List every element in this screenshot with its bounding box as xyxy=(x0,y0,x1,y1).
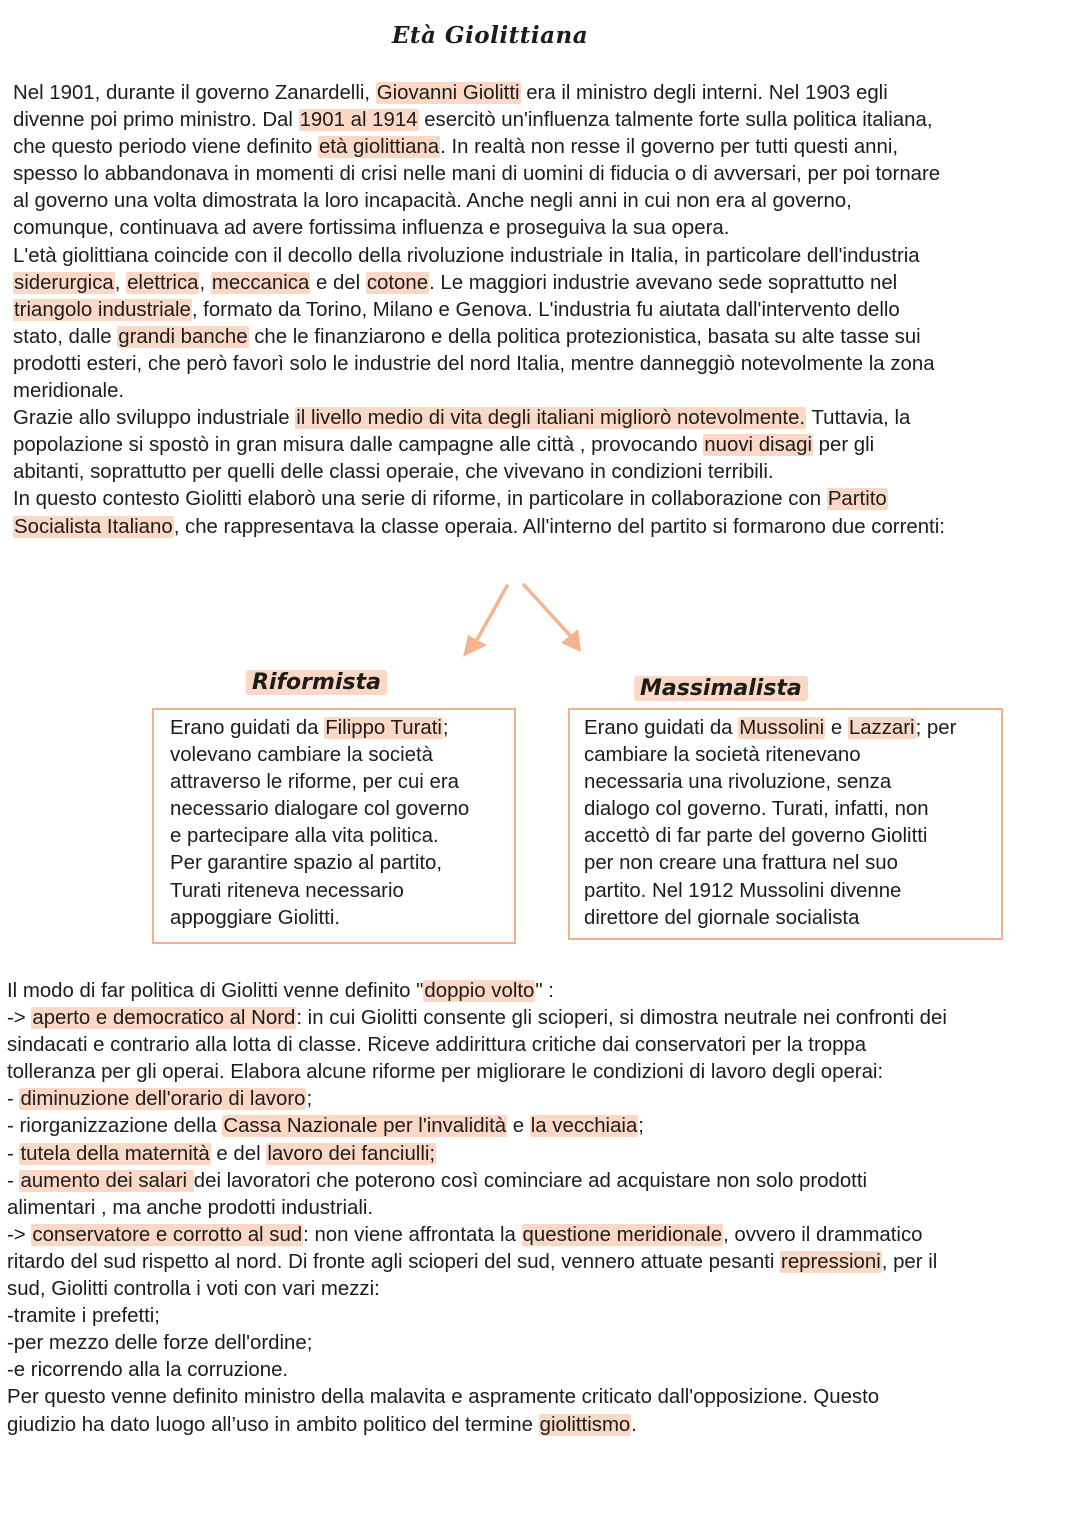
text-line xyxy=(7,1141,1075,1168)
text-segment: ritardo del sud rispetto al nord. Di fronte agli scioperi del sud, vennero attuate pesanti xyxy=(7,1250,781,1273)
text-segment: per non creare una frattura nel suo xyxy=(584,852,898,875)
text-segment: ; xyxy=(306,1088,313,1111)
text-segment: - xyxy=(7,1169,20,1192)
text-segment: e xyxy=(825,717,848,739)
text-line xyxy=(170,742,514,769)
text-segment: e partecipare alla vita politica. xyxy=(170,825,439,848)
text-line xyxy=(170,878,514,905)
highlighted-text: cotone xyxy=(366,271,429,294)
text-segment: Il modo di far politica di Giolitti venne definito " xyxy=(7,980,424,1002)
highlighted-text: Filippo Turati xyxy=(325,717,442,739)
text-segment: abitanti, soprattutto per quelli delle classi operaie, che vivevano in condizioni terribili. xyxy=(13,461,774,484)
text-line xyxy=(13,432,1073,459)
text-segment: prodotti esteri, che però favorì solo le industrie del nord Italia, mentre danneggiò notevolmente la zona xyxy=(13,352,935,375)
text-segment: - xyxy=(7,1088,20,1111)
text-segment: -per mezzo delle forze dell'ordine; xyxy=(7,1332,313,1355)
text-line xyxy=(13,405,1073,432)
text-line xyxy=(7,1357,1075,1384)
text-segment: , per il xyxy=(881,1250,938,1273)
text-segment: , xyxy=(199,271,211,294)
highlighted-text: Socialista Italiano xyxy=(14,515,173,538)
text-line xyxy=(584,796,1001,823)
text-segment: direttore del giornale socialista xyxy=(584,906,860,929)
text-line xyxy=(13,514,1073,541)
highlighted-text: siderurgica xyxy=(14,271,114,294)
text-segment: meridionale. xyxy=(13,380,125,403)
highlighted-text: Cassa Nazionale per l'invalidità xyxy=(223,1115,507,1138)
doppio-volto-section xyxy=(7,978,1075,1439)
text-segment: spesso lo abbandonava in momenti di crisi nelle mani di uomini di fiducia o di avversari, per poi tornare xyxy=(13,163,941,186)
text-line xyxy=(170,823,514,850)
text-segment: sud, Giolitti controlla i voti con vari mezzi: xyxy=(7,1278,380,1301)
text-segment: Erano guidati da xyxy=(170,717,325,739)
text-segment: accettò di far parte del governo Giolitti xyxy=(584,825,928,848)
branch-arrows-icon xyxy=(440,575,600,665)
text-segment: era il ministro degli interni. Nel 1903 egli xyxy=(520,82,888,104)
text-segment: ; per xyxy=(915,717,957,739)
text-line xyxy=(584,769,1001,796)
text-segment: alimentari , ma anche prodotti industriali. xyxy=(7,1196,374,1219)
text-segment: Turati riteneva necessario xyxy=(170,879,404,902)
text-line xyxy=(584,715,1001,742)
text-segment: e del xyxy=(310,271,366,294)
text-line xyxy=(170,769,514,796)
text-line xyxy=(170,850,514,877)
text-segment: -> xyxy=(7,1007,32,1030)
text-segment: attraverso le riforme, per cui era xyxy=(170,771,459,794)
text-segment: -> xyxy=(7,1223,32,1246)
text-segment: divenne poi primo ministro. Dal xyxy=(13,109,299,132)
text-line xyxy=(584,742,1001,769)
text-line xyxy=(7,978,1075,1005)
text-segment: e del xyxy=(210,1142,267,1165)
text-segment: -tramite i prefetti; xyxy=(7,1305,160,1328)
text-segment: L'età giolittiana coincide con il decollo della rivoluzione industriale in Italia, in particolare dell'industria xyxy=(13,244,920,267)
highlighted-text: triangolo industriale xyxy=(14,298,191,321)
intro-paragraph xyxy=(13,80,1073,541)
text-line xyxy=(13,161,1073,188)
text-segment: e xyxy=(507,1115,530,1138)
text-line xyxy=(13,351,1073,378)
text-segment: Nel 1901, durante il governo Zanardelli, xyxy=(13,82,376,104)
text-segment: giudizio ha dato luogo all’uso in ambito politico del termine xyxy=(7,1413,539,1436)
text-segment: stato, dalle xyxy=(13,325,118,348)
text-line xyxy=(13,80,1073,107)
text-segment: . Le maggiori industrie avevano sede soprattutto nel xyxy=(429,271,898,294)
text-line xyxy=(13,188,1073,215)
text-segment: , ovvero il drammatico xyxy=(723,1223,923,1246)
highlighted-text: Mussolini xyxy=(739,717,825,739)
text-line xyxy=(13,378,1073,405)
text-line xyxy=(13,107,1073,134)
text-segment: In questo contesto Giolitti elaborò una serie di riforme, in particolare in collaborazione con xyxy=(13,488,827,511)
text-line xyxy=(584,823,1001,850)
highlighted-text: grandi banche xyxy=(118,325,248,348)
highlighted-text: lavoro dei fanciulli; xyxy=(267,1142,436,1165)
highlighted-text: età giolittiana xyxy=(318,136,440,159)
text-line xyxy=(584,850,1001,877)
text-line xyxy=(7,1195,1075,1222)
text-segment: sindacati e contrario alla lotta di classe. Riceve addirittura critiche dai conservatori per la troppa xyxy=(7,1034,867,1057)
highlighted-text: il livello medio di vita degli italiani migliorò notevolmente. xyxy=(296,407,806,430)
text-line xyxy=(170,715,514,742)
text-segment: , xyxy=(114,271,127,294)
text-line xyxy=(7,1384,1075,1411)
text-segment: - xyxy=(7,1142,20,1165)
page-title: Età Giolittiana xyxy=(391,22,589,49)
text-segment: necessaria una rivoluzione, senza xyxy=(584,771,892,794)
text-segment: Grazie allo sviluppo industriale xyxy=(13,407,296,430)
text-line xyxy=(170,796,514,823)
text-line xyxy=(13,134,1073,161)
text-segment: ; xyxy=(442,717,449,739)
text-line xyxy=(13,215,1073,242)
highlighted-text: Partito xyxy=(827,488,887,511)
text-segment: tolleranza per gli operai. Elabora alcune riforme per migliorare le condizioni di lavoro degli operai: xyxy=(7,1061,884,1084)
text-line xyxy=(7,1222,1075,1249)
highlighted-text: questione meridionale xyxy=(522,1223,723,1246)
text-line xyxy=(7,1330,1075,1357)
text-segment: : non viene affrontata la xyxy=(303,1223,522,1246)
text-line xyxy=(13,270,1073,297)
highlighted-text: 1901 al 1914 xyxy=(299,109,418,132)
text-line xyxy=(13,459,1073,486)
text-segment: ; xyxy=(638,1115,644,1138)
massimalista-box xyxy=(568,708,1003,940)
text-segment: popolazione si spostò in gran misura dalle campagne alle città , provocando xyxy=(13,434,704,457)
text-segment: , che rappresentava la classe operaia. All'interno del partito si formarono due correnti: xyxy=(173,515,945,538)
highlighted-text: aperto e democratico al Nord xyxy=(32,1007,296,1030)
text-segment: , formato da Torino, Milano e Genova. L'industria fu aiutata dall'intervento dello xyxy=(191,298,900,321)
massimalista-label: Massimalista xyxy=(634,676,808,701)
text-line xyxy=(13,486,1073,513)
text-line xyxy=(584,878,1001,905)
text-line xyxy=(7,1005,1075,1032)
text-segment: necessario dialogare col governo xyxy=(170,798,470,821)
text-line xyxy=(170,905,514,932)
text-segment: cambiare la società ritenevano xyxy=(584,744,861,767)
text-segment: - riorganizzazione della xyxy=(7,1115,223,1138)
text-line xyxy=(13,324,1073,351)
text-line xyxy=(7,1059,1075,1086)
text-line xyxy=(7,1303,1075,1330)
text-line xyxy=(7,1168,1075,1195)
text-segment: Erano guidati da xyxy=(584,717,739,739)
text-segment: volevano cambiare la società xyxy=(170,744,433,767)
text-segment: " : xyxy=(535,980,554,1002)
highlighted-text: giolittismo xyxy=(539,1413,631,1436)
text-segment: Tuttavia, la xyxy=(806,407,911,430)
text-segment: dei lavoratori che poterono così cominciare ad acquistare non solo prodotti xyxy=(193,1169,868,1192)
highlighted-text: tutela della maternità xyxy=(20,1142,210,1165)
text-line xyxy=(7,1412,1075,1439)
text-segment: che le finanziarono e della politica protezionistica, basata su alte tasse sui xyxy=(248,325,921,348)
highlighted-text: Lazzari xyxy=(848,717,915,739)
text-segment: esercitò un'influenza talmente forte sulla politica italiana, xyxy=(418,109,933,132)
text-segment: Per questo venne definito ministro della malavita e aspramente criticato dall'opposizione. Questo xyxy=(7,1386,880,1409)
highlighted-text: Giovanni Giolitti xyxy=(376,82,520,104)
text-segment: al governo una volta dimostrata la loro incapacità. Anche negli anni in cui non era al governo, xyxy=(13,190,852,213)
highlighted-text: doppio volto xyxy=(424,980,535,1002)
text-line xyxy=(584,905,1001,932)
text-line xyxy=(7,1086,1075,1113)
text-segment: : in cui Giolitti consente gli scioperi, si dimostra neutrale nei confronti dei xyxy=(296,1007,947,1030)
text-segment: comunque, continuava ad avere fortissima influenza e proseguiva la sua opera. xyxy=(13,217,730,240)
text-line xyxy=(7,1032,1075,1059)
text-segment: . xyxy=(631,1413,637,1436)
highlighted-text: nuovi disagi xyxy=(704,434,812,457)
text-line xyxy=(7,1276,1075,1303)
text-segment: partito. Nel 1912 Mussolini divenne xyxy=(584,879,902,902)
highlighted-text: conservatore e corrotto al sud xyxy=(32,1223,303,1246)
text-segment: per gli xyxy=(813,434,875,457)
text-segment: . In realtà non resse il governo per tutti questi anni, xyxy=(440,136,899,159)
text-segment: -e ricorrendo alla la corruzione. xyxy=(7,1359,289,1382)
text-line xyxy=(13,243,1073,270)
text-line xyxy=(7,1113,1075,1140)
highlighted-text: elettrica xyxy=(127,271,199,294)
highlighted-text: la vecchiaia xyxy=(530,1115,638,1138)
text-line xyxy=(7,1249,1075,1276)
riformista-box xyxy=(152,708,516,944)
text-segment: che questo periodo viene definito xyxy=(13,136,318,159)
text-segment: appoggiare Giolitti. xyxy=(170,906,341,929)
text-segment: dialogo col governo. Turati, infatti, non xyxy=(584,798,929,821)
highlighted-text: aumento dei salari xyxy=(20,1169,193,1192)
highlighted-text: meccanica xyxy=(211,271,310,294)
riformista-label: Riformista xyxy=(246,670,387,695)
highlighted-text: diminuzione dell'orario di lavoro xyxy=(20,1088,306,1111)
highlighted-text: repressioni xyxy=(781,1250,881,1273)
text-line xyxy=(13,297,1073,324)
text-segment: Per garantire spazio al partito, xyxy=(170,852,443,875)
